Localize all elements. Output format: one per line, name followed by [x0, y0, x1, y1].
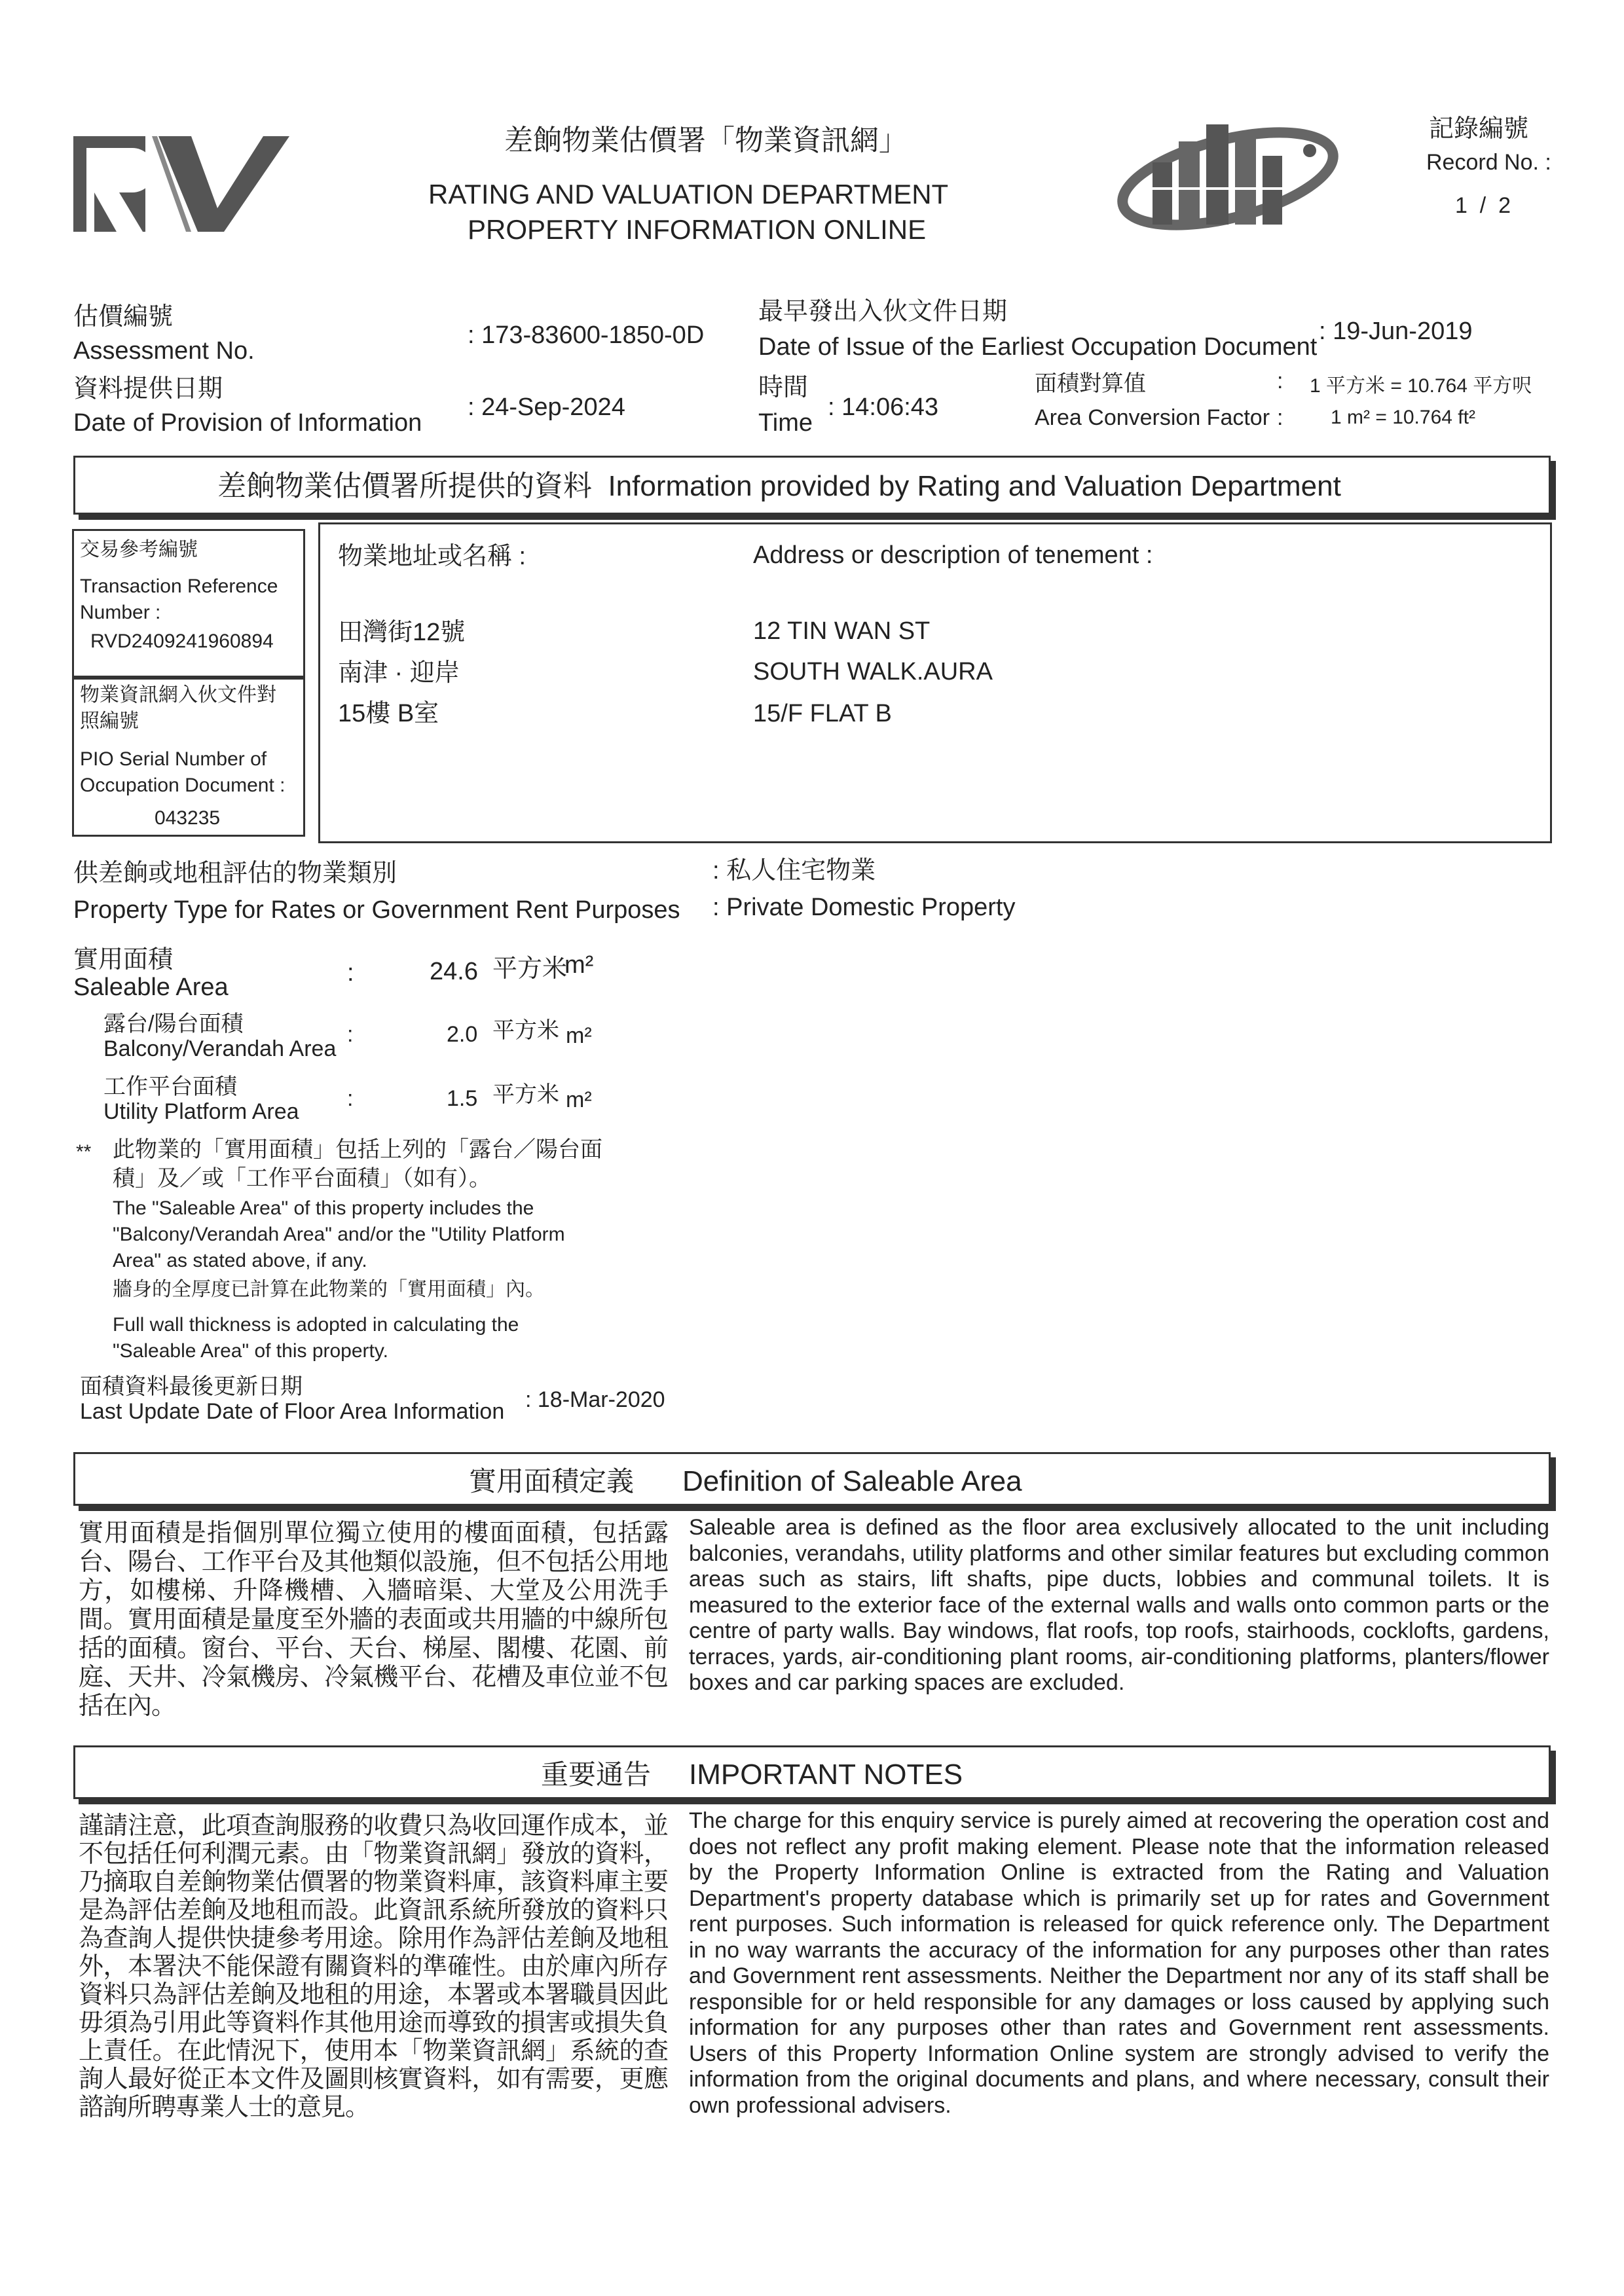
- balcony-value: 2.0: [447, 1022, 478, 1047]
- saleable-value: 24.6: [430, 958, 478, 985]
- saleable-unit-en: m²: [564, 951, 594, 979]
- record-label-en: Record No. :: [1426, 150, 1551, 175]
- header-title-en-2: PROPERTY INFORMATION ONLINE: [468, 214, 927, 245]
- utility-label-en: Utility Platform Area: [103, 1099, 299, 1124]
- txn-value: RVD2409241960894: [90, 630, 274, 652]
- utility-unit-en: m²: [566, 1087, 592, 1112]
- type-value-en: : Private Domestic Property: [712, 894, 1016, 921]
- utility-value: 1.5: [447, 1086, 478, 1111]
- address-en-1: 12 TIN WAN ST: [753, 617, 931, 645]
- provision-label-zh: 資料提供日期: [73, 375, 223, 403]
- balcony-label-en: Balcony/Verandah Area: [103, 1036, 337, 1061]
- type-value-zh: : 私人住宅物業: [712, 857, 876, 884]
- pio-value: 043235: [155, 807, 221, 829]
- header-title-en-1: RATING AND VALUATION DEPARTMENT: [428, 179, 949, 210]
- time-value: : 14:06:43: [828, 393, 939, 421]
- definition-body-zh: 實用面積是指個別單位獨立使用的樓面面積，包括露台、陽台、工作平台及其他類似設施，但不包括公用地方，如樓梯、升降機槽、入牆暗渠、大堂及公用洗手間。實用面積是量度至外牆的表面或共用牆的中線所包括的面積。窗台、平台、天台、梯屋、閣樓、花園、前庭、天井、冷氣機房、冷氣機平台、花槽及車位並不包括在內。: [79, 1520, 668, 1720]
- address-label-zh: 物業地址或名稱 :: [338, 543, 526, 570]
- definition-heading-zh: 實用面積定義: [469, 1466, 635, 1497]
- conversion-label-en: Area Conversion Factor: [1035, 405, 1270, 430]
- balcony-label-zh: 露台/陽台面積: [103, 1011, 244, 1036]
- record-value: 1 / 2: [1455, 193, 1511, 218]
- txn-label-en: Transaction Reference Number :: [80, 575, 278, 623]
- update-label-en: Last Update Date of Floor Area Information: [80, 1399, 505, 1424]
- conversion-value-en: 1 m² = 10.764 ft²: [1331, 407, 1475, 428]
- type-label-en: Property Type for Rates or Government Rent Purposes: [73, 896, 680, 924]
- note1-en: The "Saleable Area" of this property includes the "Balcony/Verandah Area" and/or the "Utility Platform Area" as stated above, if any.: [113, 1197, 565, 1271]
- record-label-zh: 記錄編號: [1429, 114, 1529, 143]
- conversion-colon-2: :: [1277, 405, 1283, 430]
- notes-heading-en: IMPORTANT NOTES: [689, 1758, 963, 1791]
- definition-heading-en: Definition of Saleable Area: [682, 1465, 1022, 1497]
- utility-unit-zh: 平方米: [492, 1082, 559, 1107]
- address-en-2: SOUTH WALK.AURA: [753, 658, 993, 685]
- address-zh-3: 15樓 B室: [338, 700, 439, 727]
- saleable-label-en: Saleable Area: [73, 974, 229, 1001]
- balcony-colon: :: [347, 1022, 354, 1047]
- time-label-zh: 時間: [758, 374, 809, 401]
- conversion-value-zh: 1 平方米 = 10.764 平方呎: [1310, 375, 1532, 397]
- occupation-label-zh: 最早發出入伙文件日期: [758, 298, 1008, 325]
- address-en-3: 15/F FLAT B: [753, 700, 892, 727]
- rv-logo: [73, 131, 289, 236]
- note2-en: Full wall thickness is adopted in calculating the "Saleable Area" of this property.: [113, 1314, 519, 1362]
- assessment-label-en: Assessment No.: [73, 337, 255, 365]
- conversion-label-zh: 面積對算值: [1035, 371, 1146, 396]
- definition-body-en: Saleable area is defined as the floor area exclusively allocated to the unit including balconies, verandahs, utility platforms and other similar features but excluding common areas such as stairs, lift shafts, pipe ducts, lobbies and communal toilets. It is measured to the exterior face of the external walls and walls onto common parts or the centre of party walls. Bay windows, flat roofs, top roofs, stairhoods, cocklofts, gardens, terraces, yards, air-conditioning plant rooms, air-conditioning platforms, planters/flower boxes and car parking spaces are excluded.: [689, 1515, 1549, 1695]
- occupation-value: : 19-Jun-2019: [1319, 318, 1473, 345]
- provision-label-en: Date of Provision of Information: [73, 409, 422, 437]
- balcony-unit-en: m²: [566, 1023, 592, 1048]
- update-label-zh: 面積資料最後更新日期: [80, 1374, 303, 1399]
- info-heading: 差餉物業估價署所提供的資料 Information provided by Rating and Valuation Department: [217, 470, 1341, 502]
- update-value: : 18-Mar-2020: [525, 1387, 665, 1412]
- note1-zh: 此物業的「實用面積」包括上列的「露台／陽台面積」及／或「工作平台面積」（如有）。: [113, 1137, 602, 1191]
- saleable-label-zh: 實用面積: [73, 946, 174, 974]
- type-label-zh: 供差餉或地租評估的物業類別: [73, 860, 397, 887]
- occupation-label-en: Date of Issue of the Earliest Occupation Document: [758, 333, 1318, 361]
- time-label-en: Time: [758, 409, 813, 437]
- address-label-en: Address or description of tenement :: [753, 541, 1153, 569]
- provision-value: : 24-Sep-2024: [468, 393, 625, 421]
- utility-colon: :: [347, 1086, 354, 1111]
- note-mark: **: [76, 1141, 92, 1163]
- utility-label-zh: 工作平台面積: [103, 1074, 237, 1099]
- note2-zh: 牆身的全厚度已計算在此物業的「實用面積」內。: [113, 1279, 545, 1300]
- notes-body-zh: 謹請注意，此項查詢服務的收費只為收回運作成本，並不包括任何利潤元素。由「物業資訊網」發放的資料，乃摘取自差餉物業估價署的物業資料庫，該資料庫主要是為評估差餉及地租而設。此資訊系統所發放的資料只為查詢人提供快捷參考用途。除用作為評估差餉及地租外，本署決不能保證有關資料的準確性。由於庫內所存資料只為評估差餉及地租的用途，本署或本署職員因此毋須為引用此等資料作其他用途而導致的損害或損失負上責任。在此情況下，使用本「物業資訊網」系統的查詢人最好從正本文件及圖則核實資料，如有需要，更應諮詢所聘專業人士的意見。: [79, 1812, 668, 2121]
- txn-label-zh: 交易參考編號: [80, 539, 198, 560]
- notes-body-en: The charge for this enquiry service is purely aimed at recovering the operation cost and does not reflect any profit making element. Please note that the information released by the Property Information Online is extracted from the Rating and Valuation Department's property database which is primarily set up for rates and Government rent purposes. Such information is released for quick reference only. The Department in no way warrants the accuracy of the information for any purposes other than rates and Government rent assessments. Neither the Department nor any of its staff shall be responsible for or held responsible for any damages or loss caused by applying such information for any purposes other than rates and Government rent assessments. Users of this Property Information Online system are strongly advised to verify the information from the original documents and plans, and where necessary, consult their own professional advisers.: [689, 1808, 1549, 2118]
- pio-label-en: PIO Serial Number of Occupation Document :: [80, 748, 286, 796]
- buildings-logo: [1113, 110, 1342, 234]
- conversion-colon-1: :: [1277, 369, 1283, 393]
- balcony-unit-zh: 平方米: [492, 1018, 559, 1043]
- address-zh-1: 田灣街12號: [338, 619, 466, 646]
- saleable-colon: :: [347, 959, 354, 987]
- header-title-zh: 差餉物業估價署「物業資訊網」: [504, 124, 908, 157]
- pio-label-zh: 物業資訊網入伙文件對照編號: [80, 684, 276, 732]
- address-zh-2: 南津 · 迎岸: [338, 659, 460, 687]
- assessment-label-zh: 估價編號: [73, 303, 174, 331]
- assessment-value: : 173-83600-1850-0D: [468, 321, 705, 349]
- saleable-unit-zh: 平方米: [492, 955, 568, 983]
- notes-heading-zh: 重要通告: [541, 1759, 652, 1790]
